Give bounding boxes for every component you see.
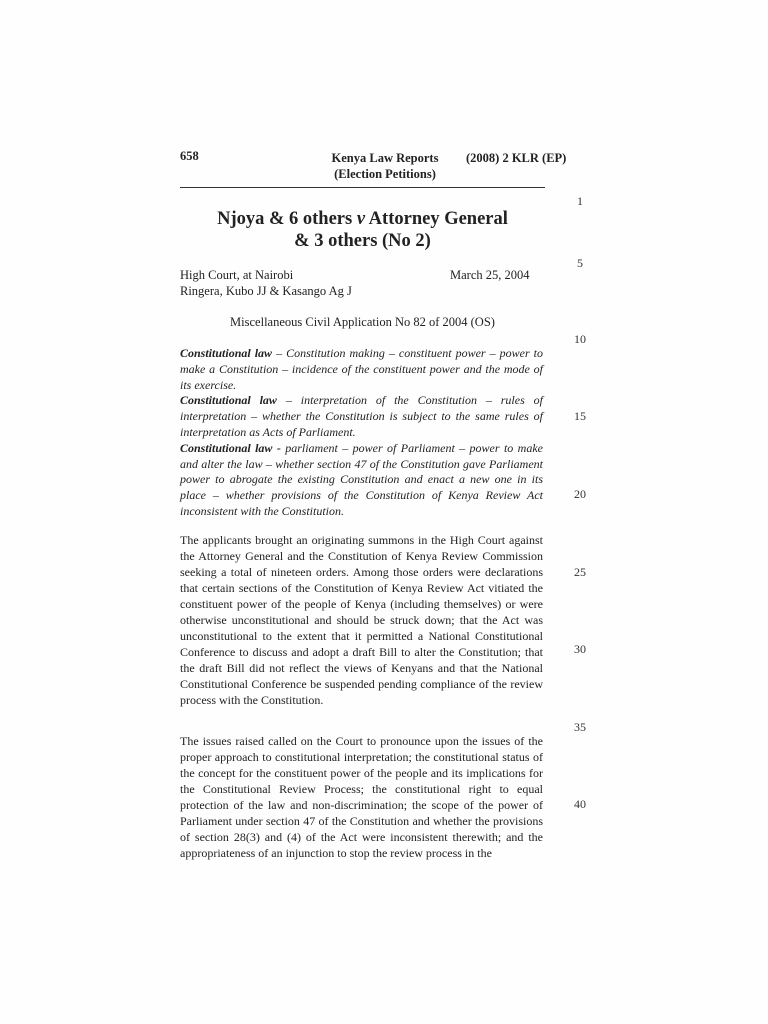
line-number: 40 <box>574 797 586 811</box>
catchword-entry <box>180 346 543 393</box>
catchword-topic: Constitutional law <box>180 393 277 408</box>
judges: Ringera, Kubo JJ & Kasango Ag J <box>180 284 352 298</box>
judgment-date: March 25, 2004 <box>450 268 530 282</box>
line-number: 10 <box>574 332 586 346</box>
line-number: 30 <box>574 642 586 656</box>
line-number: 35 <box>574 720 586 734</box>
page-number: 658 <box>180 149 199 163</box>
line-number: 20 <box>574 487 586 501</box>
case-title-line1 <box>180 208 545 230</box>
header-rule <box>180 187 545 188</box>
line-number: 15 <box>574 409 586 423</box>
publication-title <box>330 150 440 182</box>
application-number: Miscellaneous Civil Application No 82 of 2004 (OS) <box>230 315 495 329</box>
case-title-parties: Njoya & 6 others <box>217 209 353 229</box>
publication-series: (Election Petitions) <box>334 167 436 181</box>
catchword-text: – Constitution making – constituent power – power to make a Constitution – incidence of the constituent power and the mode of its exercise. <box>180 346 543 392</box>
line-number: 25 <box>574 565 586 579</box>
catchword-topic: Constitutional law - <box>180 440 281 455</box>
case-title-respondent: Attorney General <box>368 209 508 229</box>
catchwords <box>180 346 543 520</box>
catchword-entry <box>180 441 543 520</box>
catchword-topic: Constitutional law <box>180 346 273 360</box>
catchword-entry <box>180 393 543 440</box>
case-title-versus: v <box>356 209 366 229</box>
line-number: 5 <box>577 256 583 270</box>
line-number: 1 <box>577 194 583 208</box>
case-title <box>180 208 545 252</box>
body-paragraph: The applicants brought an originating summons in the High Court against the Attorney General and the Constitution of Kenya Review Commission seeking a total of nineteen orders. Among those orders were declarations that certain sections of the Constitution of Kenya Review Act vitiated the constituent power of the people of Kenya (including themselves) or were otherwise unconstitutional and should be struck down; that the Act was unconstitutional to the extent that it permitted a National Constitutional Conference to discuss and adopt a draft Bill to alter the Constitution; that the draft Bill did not reflect the views of Kenyans and that the National Constitutional Conference be suspended pending compliance of the review process with the Constitution. <box>180 533 543 707</box>
body-paragraph: The issues raised called on the Court to pronounce upon the issues of the proper approach to constitutional interpretation; the constitutional status of the concept for the constituent power of the people and its implications for the Constitutional Review Process; the constitutional right to equal protection of the law and non-discrimination; the scope of the power of Parliament under section 47 of the Constitution and whether the provisions of section 28(3) and (4) of the Act were inconsistent therewith; and the appropriateness of an injunction to stop the review process in the <box>180 734 543 860</box>
catchword-text: parliament – power of Parliament – power to make and alter the law – whether section 47 of the Constitution gave Parliament power to abrogate the existing Constitution and enact a new one in its place – whether provisions of the Constitution of Kenya Review Act inconsistent with the Constitution. <box>180 440 543 518</box>
court-name: High Court, at Nairobi <box>180 268 294 282</box>
catchword-text: – interpretation of the Constitution – rules of interpretation – whether the Constitution is subject to the same rules of interpretation as Acts of Parliament. <box>180 393 543 439</box>
report-citation: (2008) 2 KLR (EP) <box>466 151 567 165</box>
case-title-line2: & 3 others (No 2) <box>294 231 431 251</box>
publication-name: Kenya Law Reports <box>331 151 439 165</box>
